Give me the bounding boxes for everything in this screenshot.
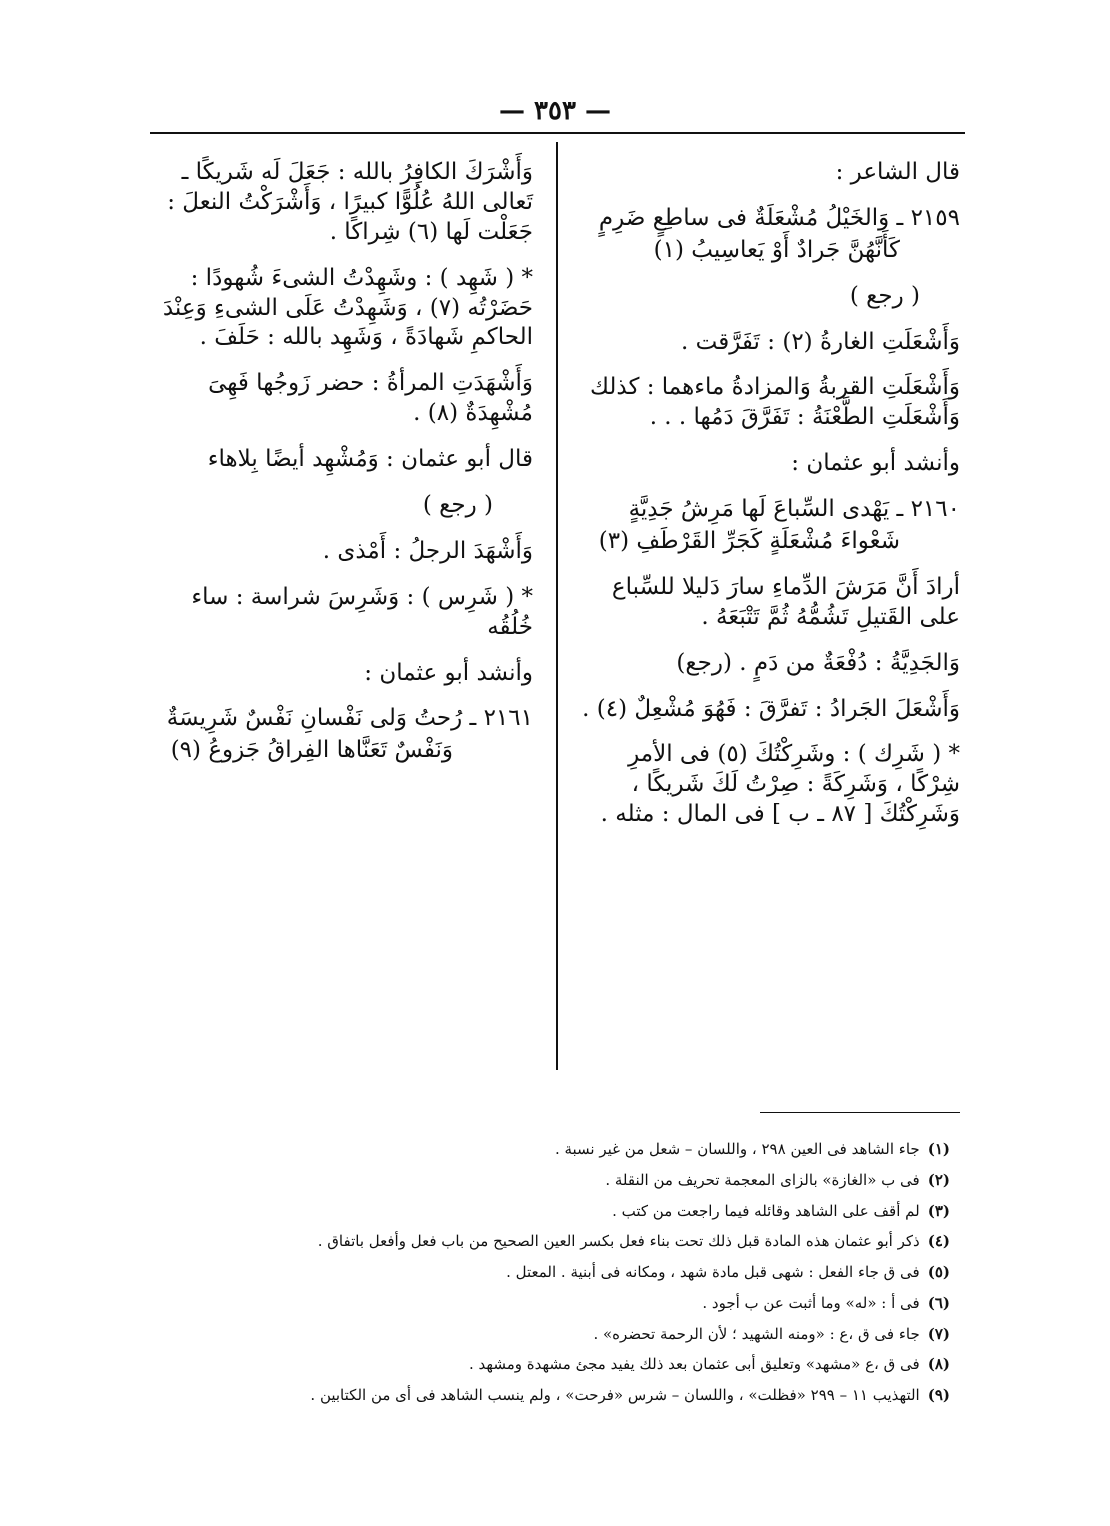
verse-line: ٢١٦١ ـ رُحتُ وَلى نَفْسانِ نَفْسٌ شَرِيسَةٌ — [166, 705, 533, 732]
column-divider — [556, 142, 558, 1070]
footnote — [150, 1165, 950, 1196]
footnote-text: فى أ : «له» وما أثبت عن ب أجود . — [702, 1293, 920, 1312]
footnote — [150, 1226, 950, 1257]
footnote-number: (٧) — [927, 1324, 950, 1343]
footnote-number: (٥) — [927, 1263, 950, 1281]
paragraph: وَأَشْرَكَ الكافِرُ بالله : جَعَلَ لَه شَريكًا ـ تَعالى اللهُ عُلُوًّا كبيرًا ، وَأَشْرَكْتُ النعلَ : جَعَلْت لَها (٦) شِراكًا . — [167, 159, 533, 245]
paragraph: وأنشد أبو عثمان : — [364, 659, 533, 686]
footnote-number: (٨) — [927, 1355, 950, 1374]
paragraph: وَأَشْعَلَتِ الغارةُ (٢) : تَفَرَّقت . — [681, 328, 960, 355]
paragraph: وَأَشْعَلَ الجَرادُ : تَفرَّقَ : فَهُوَ مُشْعِلٌ (٤) . — [582, 695, 960, 722]
footnote-number: (٦) — [927, 1293, 950, 1312]
verse-line: ٢١٦٠ ـ يَهْدى السِّباعَ لَها مَرِشُ جَدِيَّةٍ — [628, 496, 960, 523]
footnote — [150, 1196, 950, 1227]
reference-tag: ( رجع ) — [422, 492, 493, 519]
right-column — [578, 158, 960, 846]
footnote-text: لم أقف على الشاهد وقائله فيما راجعت من كتب . — [612, 1201, 920, 1220]
footnote — [150, 1257, 950, 1288]
footnote-text: جاء الشاهد فى العين ٢٩٨ ، واللسان – شعل من غير نسبة . — [554, 1140, 920, 1158]
paragraph: وَالجَدِيَّةُ : دُفْعَةٌ من دَمٍ . (رجع) — [676, 649, 960, 676]
paragraph: وَأَشْهَدَتِ المرأةُ : حضر زَوجُها فَهِىَ مُشْهِدَةٌ (٨) . — [208, 370, 533, 427]
footnote-text: جاء فى ق ،ع : «ومنه الشهيد ؛ لأن الرحمة تحضره» . — [593, 1324, 920, 1343]
verse-line: ٢١٥٩ ـ وَالخَيْلُ مُشْعَلَةٌ فى ساطِعٍ ضَرِمٍ — [598, 204, 960, 231]
verse-line: شَعْواءَ مُشْعَلَةٍ كَجَرِّ القَرْطَفِ (٣) — [598, 528, 900, 555]
footnote — [150, 1380, 950, 1411]
verse-line: وَنَفْسٌ تَعَنَّاها الفِراقُ جَزوعُ (٩) — [170, 737, 453, 764]
paragraph: وأنشد أبو عثمان : — [791, 450, 960, 477]
footnote-text: التهذيب ١١ – ٢٩٩ «فظلت» ، واللسان – شرس «فرحت» ، ولم ينسب الشاهد فى أى من الكتابين . — [310, 1386, 920, 1404]
footnote-text: فى ب «الغازة» بالزاى المعجمة تحريف من النقلة . — [605, 1170, 920, 1189]
paragraph: قال الشاعر : — [835, 159, 960, 185]
footnote-text: فى ق جاء الفعل : شهى قبل مادة شهد ، ومكانه فى أبنية . المعتل . — [506, 1263, 920, 1281]
footnote — [150, 1349, 950, 1380]
footnote-number: (٢) — [927, 1170, 950, 1189]
footnote-number: (٤) — [927, 1232, 950, 1251]
left-column — [155, 158, 533, 782]
paragraph: * ( شَرِك ) : وشَرِكْتُكَ (٥) فى الأمرِ شِرْكًا ، وَشَرِكَةً : صِرْتُ لَكَ شَريكًا ، وَشَرِكْتُكَ [ ٨٧ ـ ب ] فى المال : مثله . — [600, 741, 960, 828]
footnote-rule — [760, 1112, 960, 1113]
paragraph: وَأَشْهَدَ الرجلُ : أَمْذى . — [322, 537, 533, 564]
header-rule — [150, 132, 965, 134]
paragraph: * ( شَرِس ) : وَشَرِسَ شراسة : ساء خُلُقُه — [191, 583, 533, 640]
footnotes — [150, 1134, 950, 1411]
footnote-text: فى ق ،ع «مشهد» وتعليق أبى عثمان بعد ذلك يفيد مجئ مشهدة ومشهد . — [469, 1355, 920, 1374]
footnote-number: (١) — [927, 1140, 950, 1158]
reference-tag: ( رجع ) — [849, 282, 920, 309]
paragraph: * ( شَهِد ) : وشَهِدْتُ الشىءَ شُهودًا : حَضَرْتُه (٧) ، وَشَهِدْتُ عَلَى الشىءِ وَعِنْدَ الحاكمِ شَهادَةً ، وَشَهِد بالله : حَلَفَ . — [162, 264, 533, 351]
footnote-text: ذكر أبو عثمان هذه المادة قبل ذلك تحت بناء فعل بكسر العين الصحيح من باب فعل وأفعل باتفاق . — [317, 1232, 920, 1251]
paragraph: وَأَشْعَلَتِ القربةُ وَالمزادةُ ماءهما : كذلك وَأَشْعَلَتِ الطَّعْنَةُ : تَفَرَّقَ دَمُها . . . — [590, 374, 960, 431]
paragraph: أرادَ أَنَّ مَرَشَ الدِّماءِ سارَ دَليلا للسِّباع على القَتيلِ تَشُمُّهُ ثُمَّ تَتْبَعَهُ . — [611, 573, 960, 630]
footnote-number: (٩) — [927, 1386, 950, 1404]
footnote-number: (٣) — [927, 1201, 950, 1220]
footnote — [150, 1134, 950, 1165]
footnote — [150, 1319, 950, 1350]
verse-line: كَأَنَّهُنَّ جَرادٌ أَوْ يَعاسِيبُ (١) — [653, 236, 900, 263]
page-number: — ٣٥٣ — — [498, 96, 612, 126]
footnote — [150, 1288, 950, 1319]
paragraph: قال أبو عثمان : وَمُشْهِد أيضًا بِلاهاء — [207, 446, 533, 473]
